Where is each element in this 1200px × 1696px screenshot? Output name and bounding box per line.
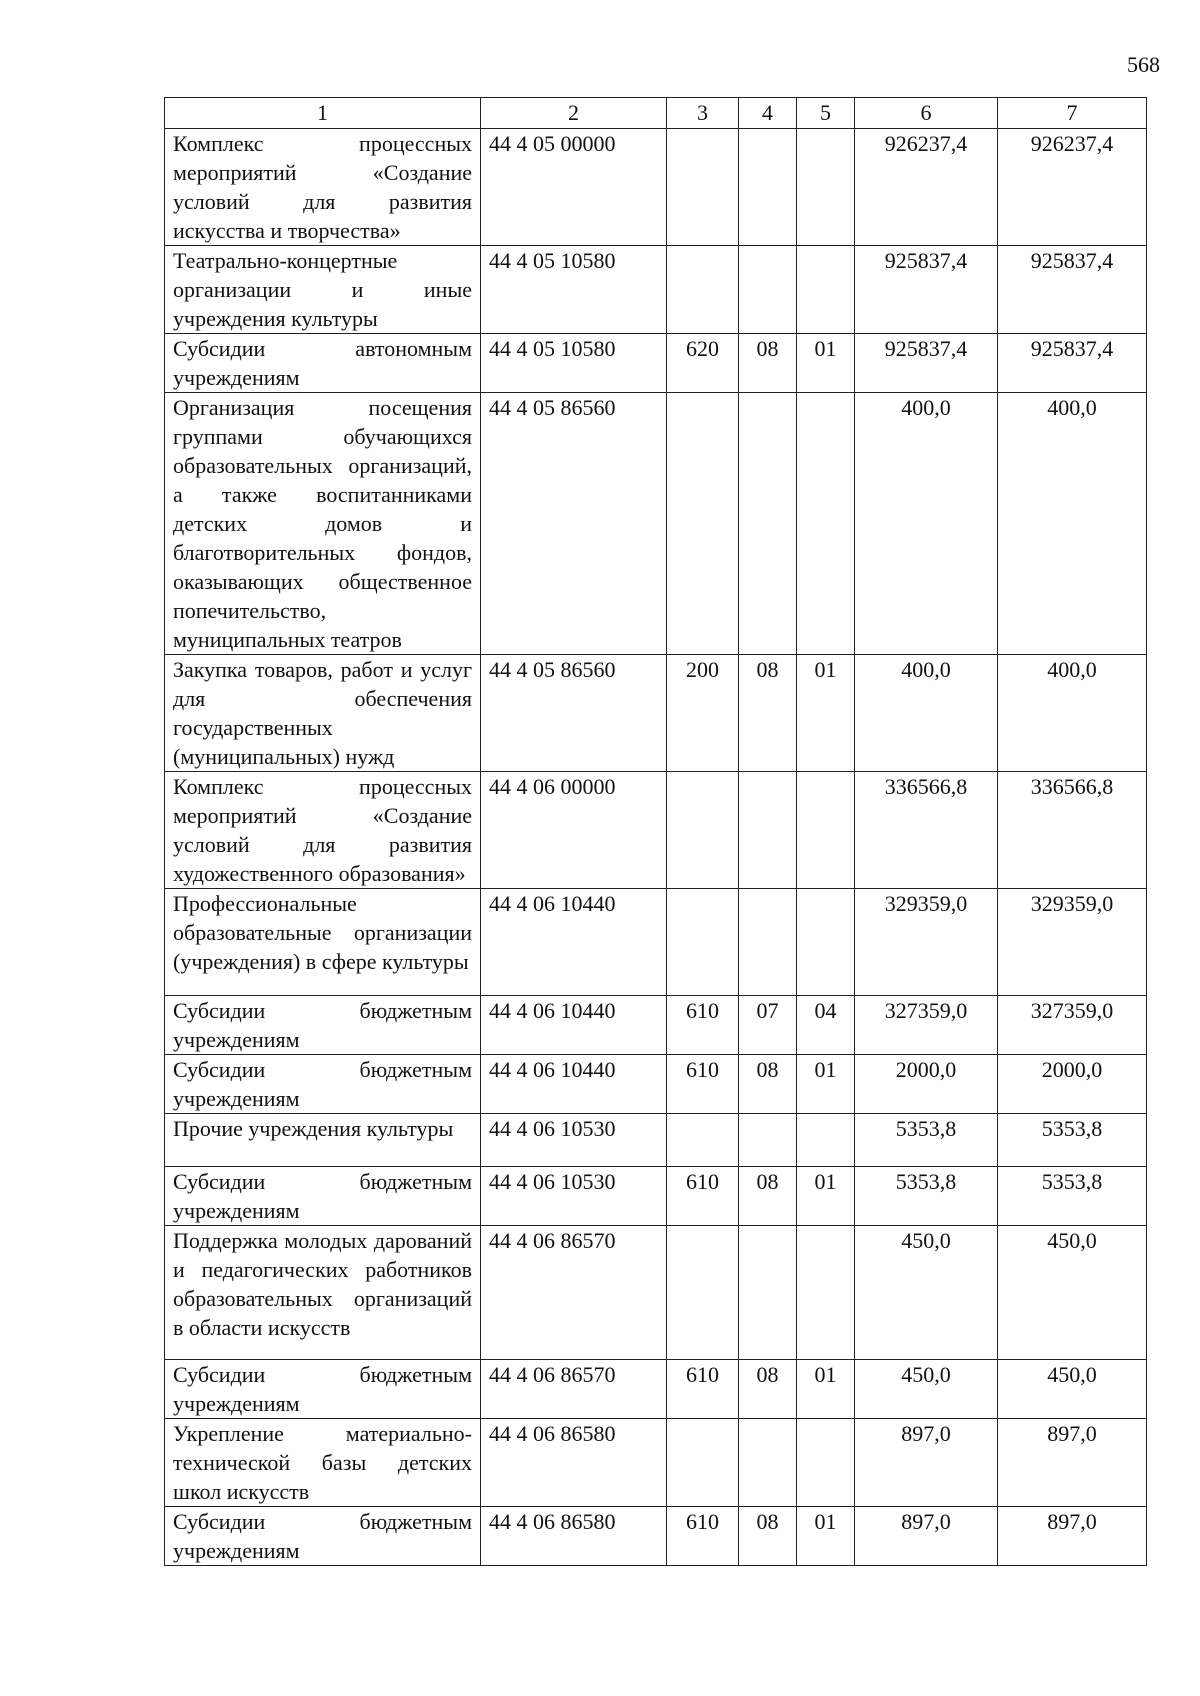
- row-code-cell: 44 4 06 10530: [481, 1114, 667, 1167]
- row-col4-cell: [739, 772, 797, 889]
- row-col7-cell: 450,0: [998, 1360, 1147, 1419]
- row-name-cell: Субсидии бюджетным учреждениям: [165, 1507, 481, 1566]
- row-code-cell: 44 4 06 10440: [481, 889, 667, 996]
- table-row: [165, 1419, 1147, 1507]
- table-row: [165, 889, 1147, 996]
- row-col6-cell: 925837,4: [855, 246, 998, 334]
- row-col5-cell: [797, 889, 855, 996]
- row-col3-cell: [667, 246, 739, 334]
- row-col4-cell: [739, 1419, 797, 1507]
- row-col5-cell: [797, 393, 855, 655]
- row-name-cell: Комплекс процессных мероприятий «Создание условий для развития художественного образования»: [165, 772, 481, 889]
- row-col4-cell: 08: [739, 1167, 797, 1226]
- row-col7-cell: 926237,4: [998, 129, 1147, 246]
- row-name-cell: Профессиональные образовательные организации (учреждения) в сфере культуры: [165, 889, 481, 996]
- row-col4-cell: 08: [739, 1360, 797, 1419]
- row-col3-cell: 620: [667, 334, 739, 393]
- row-name-cell: Субсидии автономным учреждениям: [165, 334, 481, 393]
- table-row: [165, 996, 1147, 1055]
- table-row: [165, 1167, 1147, 1226]
- table-row: [165, 129, 1147, 246]
- row-code-cell: 44 4 06 10530: [481, 1167, 667, 1226]
- row-code-cell: 44 4 05 86560: [481, 393, 667, 655]
- row-col4-cell: [739, 246, 797, 334]
- row-col7-cell: 327359,0: [998, 996, 1147, 1055]
- row-col6-cell: 2000,0: [855, 1055, 998, 1114]
- row-col3-cell: 610: [667, 1167, 739, 1226]
- row-col4-cell: 07: [739, 996, 797, 1055]
- row-col7-cell: 400,0: [998, 655, 1147, 772]
- row-col7-cell: 897,0: [998, 1507, 1147, 1566]
- row-col5-cell: 01: [797, 1055, 855, 1114]
- column-header: 4: [739, 98, 797, 129]
- row-code-cell: 44 4 05 86560: [481, 655, 667, 772]
- row-name-cell: Субсидии бюджетным учреждениям: [165, 1055, 481, 1114]
- row-col4-cell: [739, 1114, 797, 1167]
- row-col7-cell: 2000,0: [998, 1055, 1147, 1114]
- row-col3-cell: [667, 1419, 739, 1507]
- row-col7-cell: 5353,8: [998, 1167, 1147, 1226]
- row-col6-cell: 450,0: [855, 1226, 998, 1360]
- row-col3-cell: [667, 889, 739, 996]
- row-col4-cell: [739, 1226, 797, 1360]
- row-col3-cell: 610: [667, 996, 739, 1055]
- row-col5-cell: [797, 1226, 855, 1360]
- table-row: [165, 1055, 1147, 1114]
- row-name-cell: Поддержка молодых дарований и педагогических работников образовательных организаций в области искусств: [165, 1226, 481, 1360]
- row-col5-cell: 04: [797, 996, 855, 1055]
- table-header-row: [165, 98, 1147, 129]
- column-header: 7: [998, 98, 1147, 129]
- row-code-cell: 44 4 05 10580: [481, 334, 667, 393]
- row-name-cell: Театрально-концертные организации и иные учреждения культуры: [165, 246, 481, 334]
- row-col5-cell: 01: [797, 655, 855, 772]
- row-col3-cell: [667, 1114, 739, 1167]
- row-col7-cell: 5353,8: [998, 1114, 1147, 1167]
- row-col3-cell: [667, 129, 739, 246]
- row-col6-cell: 5353,8: [855, 1114, 998, 1167]
- row-code-cell: 44 4 06 00000: [481, 772, 667, 889]
- row-col6-cell: 897,0: [855, 1507, 998, 1566]
- table-row: [165, 246, 1147, 334]
- row-col3-cell: [667, 772, 739, 889]
- row-col7-cell: 925837,4: [998, 334, 1147, 393]
- row-col3-cell: 610: [667, 1507, 739, 1566]
- row-code-cell: 44 4 06 10440: [481, 996, 667, 1055]
- row-code-cell: 44 4 06 86570: [481, 1226, 667, 1360]
- row-name-cell: Прочие учреждения культуры: [165, 1114, 481, 1167]
- row-name-cell: Субсидии бюджетным учреждениям: [165, 996, 481, 1055]
- table-row: [165, 1360, 1147, 1419]
- row-col6-cell: 336566,8: [855, 772, 998, 889]
- row-col3-cell: [667, 393, 739, 655]
- row-col4-cell: 08: [739, 655, 797, 772]
- table-row: [165, 393, 1147, 655]
- row-col5-cell: [797, 1114, 855, 1167]
- row-name-cell: Организация посещения группами обучающихся образовательных организаций, а также воспитанниками детских домов и благотворительных фондов, оказывающих общественное попечительство, муниципальных театров: [165, 393, 481, 655]
- row-col6-cell: 5353,8: [855, 1167, 998, 1226]
- row-col6-cell: 897,0: [855, 1419, 998, 1507]
- column-header: 3: [667, 98, 739, 129]
- column-header: 6: [855, 98, 998, 129]
- column-header: 5: [797, 98, 855, 129]
- row-col6-cell: 400,0: [855, 393, 998, 655]
- row-col5-cell: 01: [797, 1507, 855, 1566]
- row-col3-cell: 200: [667, 655, 739, 772]
- row-col6-cell: 926237,4: [855, 129, 998, 246]
- table-row: [165, 772, 1147, 889]
- row-col4-cell: [739, 393, 797, 655]
- row-col6-cell: 450,0: [855, 1360, 998, 1419]
- table-row: [165, 1114, 1147, 1167]
- row-name-cell: Закупка товаров, работ и услуг для обеспечения государственных (муниципальных) нужд: [165, 655, 481, 772]
- row-name-cell: Комплекс процессных мероприятий «Создание условий для развития искусства и творчества»: [165, 129, 481, 246]
- row-col6-cell: 925837,4: [855, 334, 998, 393]
- row-col6-cell: 327359,0: [855, 996, 998, 1055]
- row-col7-cell: 897,0: [998, 1419, 1147, 1507]
- row-col4-cell: 08: [739, 1507, 797, 1566]
- row-col6-cell: 329359,0: [855, 889, 998, 996]
- table-row: [165, 1226, 1147, 1360]
- row-col5-cell: [797, 1419, 855, 1507]
- row-col7-cell: 925837,4: [998, 246, 1147, 334]
- row-col4-cell: 08: [739, 1055, 797, 1114]
- budget-table: [164, 97, 1147, 1566]
- row-code-cell: 44 4 06 86580: [481, 1419, 667, 1507]
- row-code-cell: 44 4 06 86580: [481, 1507, 667, 1566]
- row-name-cell: Субсидии бюджетным учреждениям: [165, 1360, 481, 1419]
- row-col5-cell: 01: [797, 1360, 855, 1419]
- table-body: [165, 129, 1147, 1566]
- row-col6-cell: 400,0: [855, 655, 998, 772]
- row-code-cell: 44 4 06 10440: [481, 1055, 667, 1114]
- table-row: [165, 1507, 1147, 1566]
- column-header: 2: [481, 98, 667, 129]
- row-col4-cell: [739, 129, 797, 246]
- row-name-cell: Субсидии бюджетным учреждениям: [165, 1167, 481, 1226]
- row-code-cell: 44 4 05 10580: [481, 246, 667, 334]
- row-col5-cell: 01: [797, 1167, 855, 1226]
- row-col3-cell: 610: [667, 1360, 739, 1419]
- row-col4-cell: [739, 889, 797, 996]
- row-col7-cell: 336566,8: [998, 772, 1147, 889]
- page-number: 568: [1127, 52, 1160, 77]
- row-col5-cell: [797, 129, 855, 246]
- row-col7-cell: 400,0: [998, 393, 1147, 655]
- row-col4-cell: 08: [739, 334, 797, 393]
- table-row: [165, 655, 1147, 772]
- row-col5-cell: [797, 772, 855, 889]
- row-code-cell: 44 4 06 86570: [481, 1360, 667, 1419]
- column-header: 1: [165, 98, 481, 129]
- row-col7-cell: 450,0: [998, 1226, 1147, 1360]
- table-row: [165, 334, 1147, 393]
- row-col7-cell: 329359,0: [998, 889, 1147, 996]
- row-name-cell: Укрепление материально-технической базы детских школ искусств: [165, 1419, 481, 1507]
- row-col3-cell: [667, 1226, 739, 1360]
- row-col5-cell: 01: [797, 334, 855, 393]
- row-code-cell: 44 4 05 00000: [481, 129, 667, 246]
- row-col5-cell: [797, 246, 855, 334]
- row-col3-cell: 610: [667, 1055, 739, 1114]
